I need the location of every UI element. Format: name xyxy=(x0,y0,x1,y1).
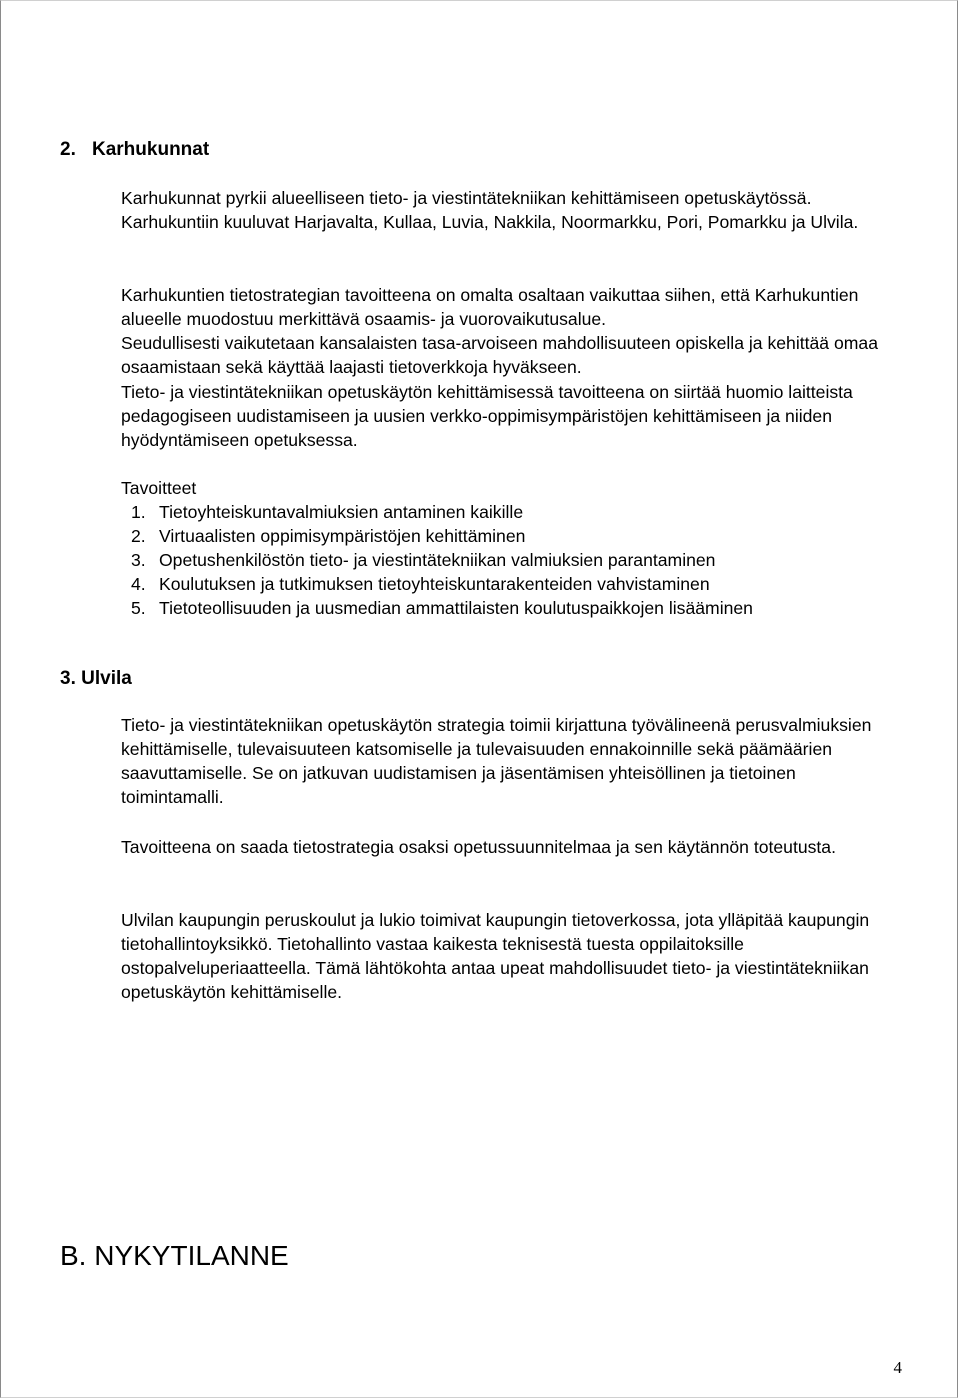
paragraph-text: Seudullisesti vaikutetaan kansalaisten tasa-arvoiseen mahdollisuuteen opiskella ja kehittää omaa osaamistaan sekä käyttää laajasti tietoverkkoja hyväkseen. xyxy=(121,333,878,377)
ulvila-network-paragraph xyxy=(121,908,901,1004)
goal-text: Virtuaalisten oppimisympäristöjen kehittäminen xyxy=(159,526,526,546)
goal-number: 5. xyxy=(131,598,146,618)
regional-paragraph xyxy=(121,331,901,379)
goal-text: Tietoteollisuuden ja uusmedian ammattilaisten koulutuspaikkojen lisääminen xyxy=(159,598,753,618)
paragraph-text: Tavoitteena on saada tietostrategia osaksi opetussuunnitelmaa ja sen käytännön toteutusta. xyxy=(121,837,836,857)
paragraph-text: Ulvilan kaupungin peruskoulut ja lukio toimivat kaupungin tietoverkossa, jota ylläpitää kaupungin tietohallintoyksikkö. Tietohallinto vastaa kaikesta teknisestä tuesta oppilaitoksille ostopalveluperiaatteella. Tämä lähtökohta antaa upeat mahdollisuudet tieto- ja viestintätekniikan opetuskäytön kehittämiselle. xyxy=(121,910,870,1002)
ulvila-goal-paragraph xyxy=(121,835,901,859)
paragraph-text: Tieto- ja viestintätekniikan opetuskäytön strategia toimii kirjattuna työvälineenä perusvalmiuksien kehittämiselle, tulevaisuuteen katsomiselle ja tulevaisuuden ennakoinnille sekä päämäärien saavuttamiselle. Se on jatkuvan uudistamisen ja jäsentämisen yhteisöllinen ja tietoinen toimintamalli. xyxy=(121,715,872,807)
section-title: Karhukunnat xyxy=(92,139,210,160)
section-heading-ulvila: 3. Ulvila xyxy=(60,668,132,689)
goal-item xyxy=(121,500,901,524)
ulvila-strategy-paragraph xyxy=(121,713,901,809)
section-heading-karhukunnat xyxy=(60,138,209,162)
paragraph-text: Tieto- ja viestintätekniikan opetuskäytön kehittämisessä tavoitteena on siirtää huomio laitteista pedagogiseen uudistamiseen ja uusien verkko-oppimisympäristöjen kehittämiseen ja niiden hyödyntämiseen opetuksessa. xyxy=(121,382,853,450)
goal-number: 2. xyxy=(131,526,146,546)
goal-number: 4. xyxy=(131,574,146,594)
goal-text: Tietoyhteiskuntavalmiuksien antaminen kaikille xyxy=(159,502,524,522)
goal-text: Opetushenkilöstön tieto- ja viestintätekniikan valmiuksien parantaminen xyxy=(159,550,716,570)
page-number: 4 xyxy=(893,1358,902,1377)
goals-heading: Tavoitteet xyxy=(121,478,197,498)
goal-item xyxy=(121,524,901,548)
intro-paragraph xyxy=(121,186,901,234)
goal-number: 3. xyxy=(131,550,146,570)
goal-item xyxy=(121,596,901,620)
strategy-paragraph xyxy=(121,283,901,331)
goal-item xyxy=(121,572,901,596)
paragraph-text: Karhukunnat pyrkii alueelliseen tieto- ja viestintätekniikan kehittämiseen opetuskäytössä. Karhukuntiin kuuluvat Harjavalta, Kullaa, Luvia, Nakkila, Noormarkku, Pori, Pomarkku ja Ulvila. xyxy=(121,188,859,232)
section-number: 2. xyxy=(60,139,76,160)
goals-list xyxy=(121,476,901,620)
paragraph-text: Karhukuntien tietostrategian tavoitteena on omalta osaltaan vaikuttaa siihen, että Karhukuntien alueelle muodostuu merkittävä osaamis- ja vuorovaikutusalue. xyxy=(121,285,859,329)
section-heading-nykytilanne: B. NYKYTILANNE xyxy=(60,1240,289,1271)
ict-paragraph xyxy=(121,380,901,452)
goal-number: 1. xyxy=(131,502,146,522)
goal-text: Koulutuksen ja tutkimuksen tietoyhteiskuntarakenteiden vahvistaminen xyxy=(159,574,710,594)
goal-item xyxy=(121,548,901,572)
